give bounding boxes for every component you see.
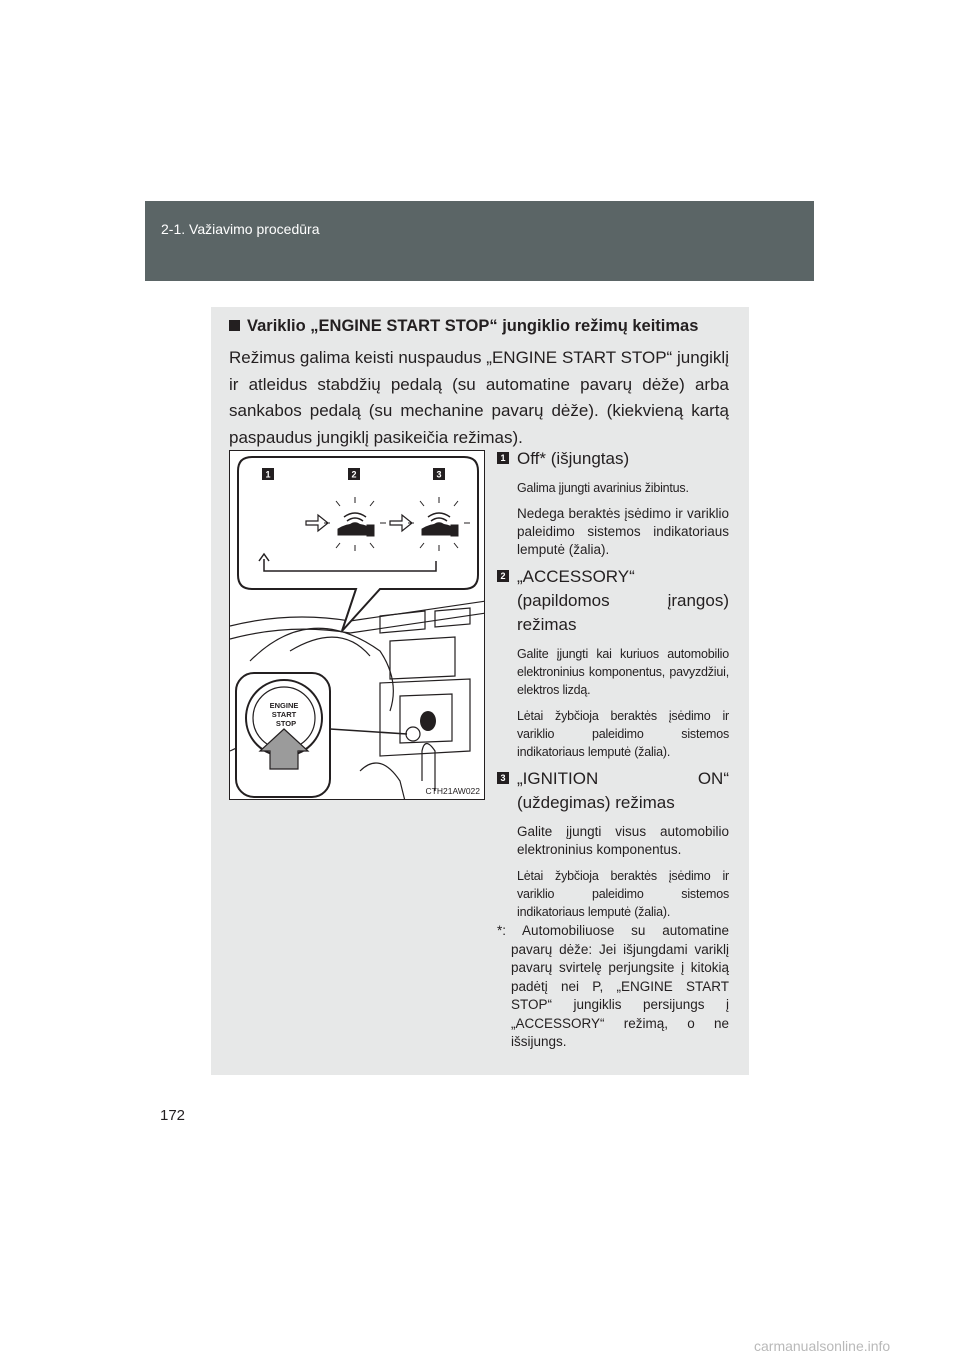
section-heading [229,317,698,336]
gear-knob [420,711,436,731]
footnote: *: Automobiliuose su automatine pavarų dėže: Jei išjungdami variklį pavarų svirtelę perjungsite į kitokią padėtį nei P, „ENGINE START STOP“ jungiklis persijungs į „ACCESSORY“ režimą, o ne išsijungs. [497,923,729,1049]
illustration-drawing [230,451,485,800]
mode-item [497,767,729,921]
marker-3-label: 3 [436,469,442,480]
square-bullet-icon [229,320,240,331]
figure-code: CTH21AW022 [425,786,480,796]
engine-switch-illustration [229,450,485,800]
section-title: 2-1. Važiavimo procedūra [161,221,320,237]
button-label-line-3: STOP [275,719,297,728]
switch-location-circle [406,727,420,741]
mode-item [497,447,729,559]
modes-list [497,447,729,927]
mode-number-2: 2 [497,570,509,582]
mode-note: Lėtai žybčioja beraktės įsėdimo ir variklio paleidimo sistemos indikatoriaus lemputė (žalia). [517,709,729,759]
mode-title: Off* (išjungtas) [517,449,630,468]
mode-number-1: 1 [497,452,509,464]
section-header-bar [145,201,814,281]
content-panel [211,307,749,1075]
mode-item [497,565,729,761]
section-heading-text: Variklio „ENGINE START STOP“ jungiklio režimų keitimas [247,317,699,335]
mode-note: Galima įjungti avarinius žibintus. [517,481,689,495]
watermark: carmanualsonline.info [754,1338,891,1354]
page-number: 172 [160,1107,186,1124]
intro-paragraph: Režimus galima keisti nuspaudus „ENGINE START STOP“ jungiklį ir atleidus stabdžių pedalą (su automatine pavarų dėže) arba sankabos pedalą (su mechanine pavarų dėže). (kiekvieną kartą paspaudus jungiklį pasikeičia režimas). [229,348,729,447]
button-label-line-1: ENGINE [269,701,299,710]
callout-bubble [238,457,478,631]
mode-note: Lėtai žybčioja beraktės įsėdimo ir variklio paleidimo sistemos indikatoriaus lemputė (žalia). [517,869,729,919]
marker-2-label: 2 [351,469,357,480]
leader-line [330,729,407,734]
mode-note: Galite įjungti visus automobilio elektroninius komponentus. [517,824,729,857]
mode-title: „IGNITION ON“ (uždegimas) režimas [517,769,729,812]
mode-number-3: 3 [497,772,509,784]
mode-title: „ACCESSORY“ (papildomos įrangos) režimas [517,567,729,634]
mode-note: Galite įjungti kai kuriuos automobilio elektroninius komponentus, pavyzdžiui, elektros lizdą. [517,647,729,697]
button-label-line-2: START [271,710,297,719]
marker-1-label: 1 [265,469,271,480]
mode-note: Nedega beraktės įsėdimo ir variklio paleidimo sistemos indikatoriaus lemputė (žalia). [517,506,729,557]
